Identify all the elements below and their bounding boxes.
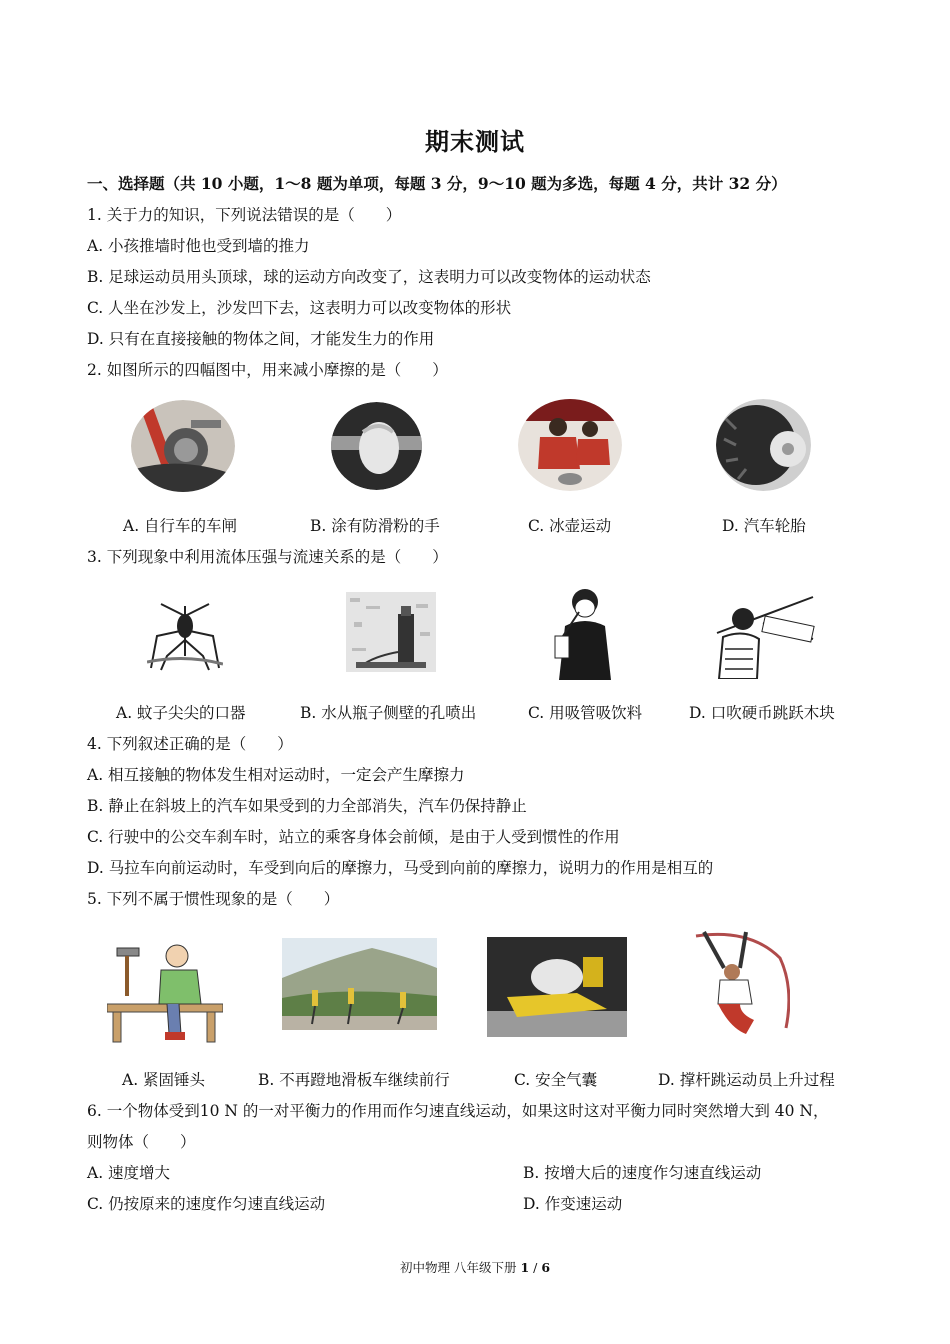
pole-vault-image: [690, 928, 790, 1036]
q1-option-b: B. 足球运动员用头顶球，球的运动方向改变了，这表明力可以改变物体的运动状态: [87, 268, 651, 286]
q4-option-a: A. 相互接触的物体发生相对运动时，一定会产生摩擦力: [87, 766, 465, 784]
q5-caption-a: A. 紧固锤头: [122, 1071, 206, 1089]
q4-option-d: D. 马拉车向前运动时，车受到向后的摩擦力，马受到向前的摩擦力，说明力的作用是相互的: [87, 859, 714, 877]
q6-option-a: A. 速度增大: [87, 1164, 171, 1182]
q6-option-b: B. 按增大后的速度作匀速直线运动: [523, 1164, 762, 1182]
straw-drink-image: [551, 586, 619, 680]
q6-option-c: C. 仍按原来的速度作匀速直线运动: [87, 1195, 326, 1213]
q2-caption-d: D. 汽车轮胎: [722, 517, 806, 535]
q3-caption-b: B. 水从瓶子侧壁的孔喷出: [300, 704, 477, 722]
coin-blow-image: [713, 593, 817, 679]
hammer-image: [107, 934, 223, 1044]
hand-powder-image: [331, 402, 422, 490]
q5-caption-b: B. 不再蹬地滑板车继续前行: [258, 1071, 450, 1089]
page-title: 期末测试: [425, 127, 525, 156]
q1-option-c: C. 人坐在沙发上，沙发凹下去，这表明力可以改变物体的形状: [87, 299, 512, 317]
footer-text: 初中物理 八年级下册: [399, 1260, 517, 1275]
curling-image: [518, 399, 622, 491]
q1-option-d: D. 只有在直接接触的物体之间，才能发生力的作用: [87, 330, 435, 348]
q4-option-b: B. 静止在斜坡上的汽车如果受到的力全部消失，汽车仍保持静止: [87, 797, 527, 815]
q4-stem: 4. 下列叙述正确的是（ ）: [87, 735, 293, 753]
q2-caption-b: B. 涂有防滑粉的手: [310, 517, 440, 535]
q5-stem: 5. 下列不属于惯性现象的是（ ）: [87, 890, 340, 908]
q5-caption-d: D. 撑杆跳运动员上升过程: [658, 1071, 835, 1089]
car-tire-image: [716, 399, 811, 491]
footer-page-number: 1: [520, 1260, 530, 1275]
footer-separator: /: [533, 1260, 538, 1275]
bicycle-brake-image: [131, 400, 235, 492]
q1-stem: 1. 关于力的知识，下列说法错误的是（ ）: [87, 206, 402, 224]
bottle-hole-image: [346, 592, 436, 672]
q6-option-d: D. 作变速运动: [523, 1195, 623, 1213]
q1-option-a: A. 小孩推墙时他也受到墙的推力: [87, 237, 310, 255]
q2-caption-c: C. 冰壶运动: [528, 517, 612, 535]
q4-option-c: C. 行驶中的公交车刹车时，站立的乘客身体会前倾，是由于人受到惯性的作用: [87, 828, 620, 846]
q3-stem: 3. 下列现象中利用流体压强与流速关系的是（ ）: [87, 548, 448, 566]
q3-caption-a: A. 蚊子尖尖的口器: [116, 704, 246, 722]
footer-page-total: 6: [541, 1260, 551, 1275]
q6-stem-line1: 6. 一个物体受到10 N 的一对平衡力的作用而作匀速直线运动，如果这时这对平衡力同时突然增大到 40 N，: [87, 1102, 829, 1120]
q3-caption-d: D. 口吹硬币跳跃木块: [689, 704, 835, 722]
page-footer: [0, 1258, 950, 1276]
mosquito-image: [147, 596, 223, 672]
q2-caption-a: A. 自行车的车闸: [123, 517, 238, 535]
q2-stem: 2. 如图所示的四幅图中，用来减小摩擦的是（ ）: [87, 361, 448, 379]
airbag-image: [487, 937, 627, 1037]
scooter-image: [282, 938, 437, 1030]
q5-caption-c: C. 安全气囊: [514, 1071, 598, 1089]
q3-caption-c: C. 用吸管吸饮料: [528, 704, 643, 722]
q6-stem-line2: 则物体（ ）: [87, 1133, 196, 1151]
section-heading: 一、选择题（共 10 小题，1～8 题为单项，每题 3 分，9～10 题为多选，每题 4 分，共计 32 分）: [87, 174, 787, 193]
